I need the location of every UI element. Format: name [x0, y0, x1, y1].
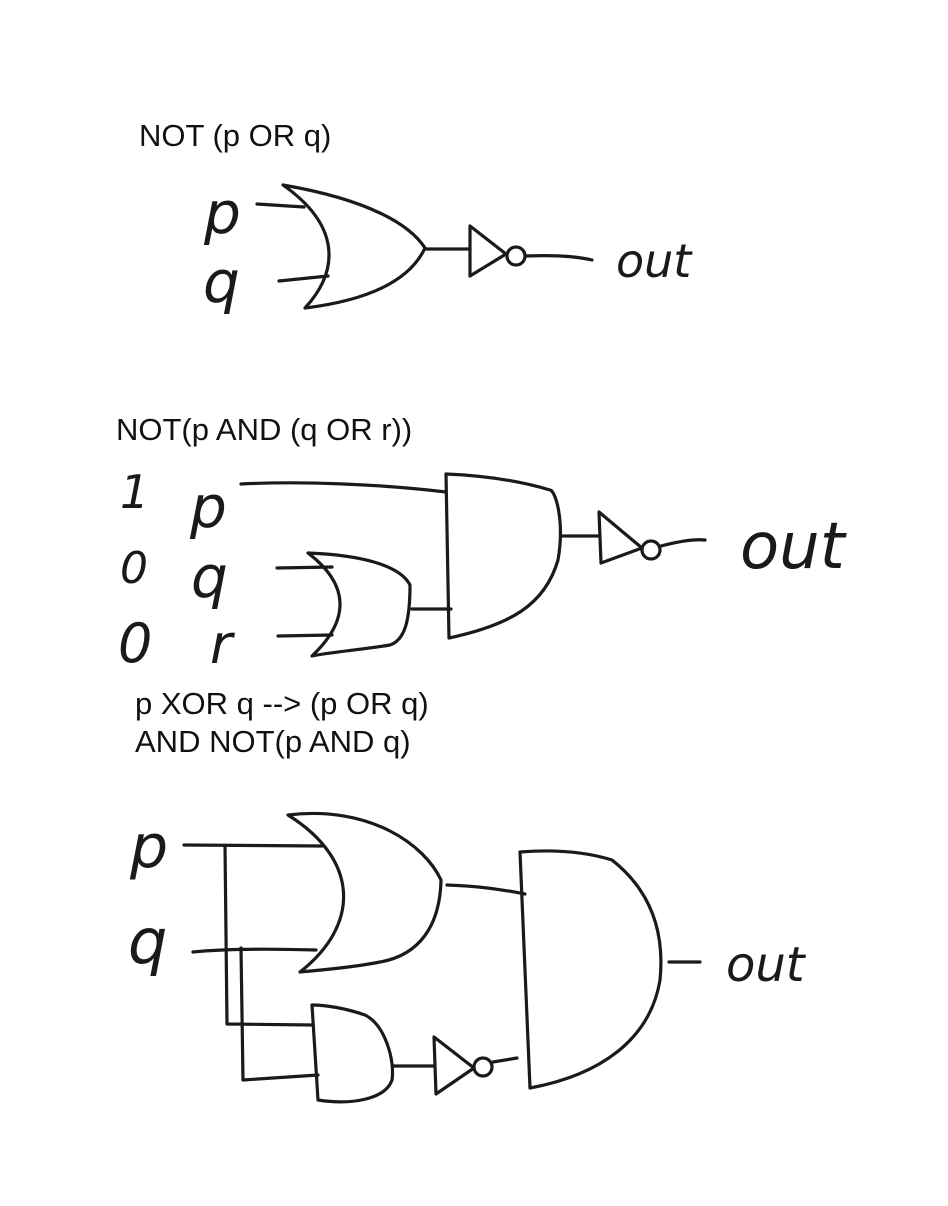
xor-wire-p: [184, 845, 322, 846]
nor-or-gate: [283, 185, 425, 308]
nested-not-gate: [599, 512, 642, 563]
nested-or-gate: [308, 553, 410, 656]
xor-or-gate: [288, 813, 441, 972]
diagram-nor: [203, 179, 693, 316]
xor-inner-and-gate: [312, 1005, 393, 1102]
nested-input-r-label: r: [210, 613, 233, 676]
nor-wire-out: [526, 256, 592, 260]
nor-input-q-label: q: [203, 248, 240, 316]
nested-wire-out: [661, 540, 705, 546]
nested-wire-p: [241, 483, 446, 492]
xor-input-p-label: p: [130, 812, 169, 882]
nested-and-gate: [446, 474, 560, 638]
nested-input-q-label: q: [191, 543, 228, 611]
nor-wire-q: [279, 276, 328, 281]
nor-input-p-label: p: [204, 179, 241, 247]
nested-input-p-label: p: [190, 473, 227, 541]
nor-not-bubble: [507, 247, 525, 265]
xor-wire-q: [193, 949, 316, 952]
nested-value-p: 1: [120, 465, 150, 519]
nested-value-q: 0: [120, 543, 148, 594]
xor-wire-or-out: [447, 885, 525, 894]
xor-outer-and-gate: [520, 851, 661, 1088]
nested-wire-r: [278, 635, 332, 636]
xor-wire-not-out: [493, 1058, 517, 1062]
nested-caption: NOT(p AND (q OR r)): [116, 412, 413, 447]
xor-branch-p: [225, 846, 313, 1025]
xor-not-gate: [434, 1037, 474, 1094]
nested-value-r: 0: [118, 612, 153, 675]
nested-not-bubble: [642, 541, 660, 559]
nor-wire-p: [257, 204, 304, 207]
xor-output-label: out: [726, 937, 805, 993]
xor-input-q-label: q: [128, 905, 168, 978]
nor-not-gate: [470, 226, 506, 276]
nor-output-label: out: [616, 234, 692, 288]
xor-not-bubble: [474, 1058, 492, 1076]
xor-caption-line2: AND NOT(p AND q): [135, 724, 411, 759]
diagram-nested: [118, 465, 848, 676]
nested-output-label: out: [740, 510, 845, 584]
xor-caption-line1: p XOR q --> (p OR q): [135, 686, 429, 721]
nor-caption: NOT (p OR q): [139, 118, 332, 153]
diagram-xor: [128, 812, 807, 1102]
